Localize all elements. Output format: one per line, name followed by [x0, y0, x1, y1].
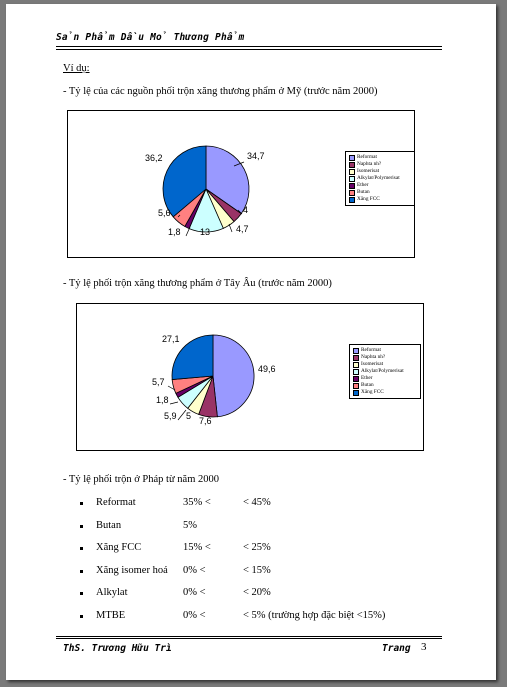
max-ratio: < 45% — [243, 497, 271, 508]
bullet-icon — [80, 592, 83, 595]
min-ratio: 35% < — [183, 497, 211, 508]
legend-swatch — [353, 355, 359, 361]
component-name: MTBE — [96, 610, 126, 621]
legend-item — [353, 354, 417, 361]
caption-france: - Tỷ lệ phối trộn ở Pháp từ năm 2000 — [63, 474, 219, 485]
max-ratio: < 20% — [243, 587, 271, 599]
min-ratio: 15% < — [183, 542, 211, 554]
min-ratio: 5% — [183, 519, 197, 531]
data-label-4: 13 — [200, 227, 211, 237]
data-label-3: 5 — [186, 411, 192, 421]
data-label-6: 5,7 — [152, 377, 165, 387]
pie-slice-1 — [213, 335, 254, 417]
legend-swatch — [353, 348, 359, 354]
page-header-title: Sản Phẩm Dầu Mỏ Thương Phẩm — [56, 32, 245, 43]
bullet-icon — [80, 547, 83, 550]
component-name: Xăng isomer hoá — [96, 564, 168, 576]
legend-swatch — [353, 390, 359, 396]
data-label-7: 27,1 — [162, 334, 180, 344]
legend-label: Xăng FCC — [361, 389, 384, 395]
bullet-icon — [80, 502, 83, 505]
legend-label: Ether — [357, 182, 369, 188]
caption-eu: - Tỷ lệ phối trộn xăng thương phẩm ở Tây Âu (trước năm 2000) — [63, 278, 332, 289]
legend-label: Reformat — [361, 347, 382, 353]
legend-swatch — [353, 369, 359, 375]
leader-line-4 — [178, 410, 186, 420]
legend-label: Butan — [357, 189, 370, 195]
example-label: Ví dụ: — [63, 63, 90, 74]
data-label-1: 34,7 — [247, 151, 265, 161]
footer-author: ThS. Trương Hữu Trì — [63, 643, 172, 654]
legend-item — [353, 375, 417, 382]
data-label-5: 1,8 — [168, 227, 181, 237]
legend-item — [353, 368, 417, 375]
legend-eu — [349, 344, 421, 399]
max-ratio: < 5% (trường hợp đặc biệt <15%) — [243, 610, 386, 621]
legend-item — [353, 389, 417, 396]
legend-item — [353, 347, 417, 354]
legend-label: Xăng FCC — [357, 196, 380, 202]
component-name: Butan — [96, 519, 122, 531]
data-label-7: 36,2 — [145, 153, 163, 163]
legend-item — [353, 382, 417, 389]
component-name: Xăng FCC — [96, 542, 142, 554]
leader-line-5 — [170, 402, 178, 404]
legend-swatch — [353, 362, 359, 368]
bullet-icon — [80, 570, 83, 573]
legend-label: Reformat — [357, 154, 378, 160]
bullet-icon — [80, 525, 83, 528]
legend-label: Butan — [361, 382, 374, 388]
min-ratio: 0% < — [183, 610, 206, 621]
footer-rule — [56, 638, 442, 639]
legend-swatch — [353, 383, 359, 389]
legend-label: Isomerisat — [361, 361, 384, 367]
data-label-3: 4,7 — [236, 224, 249, 234]
data-label-2: 7,6 — [199, 416, 212, 426]
legend-label: Alkylat/Polymerisat — [361, 368, 404, 374]
legend-label: Isomerisat — [357, 168, 380, 174]
legend-item — [353, 361, 417, 368]
footer-page-label: Trang — [382, 643, 411, 654]
component-name: Alkylat — [96, 587, 128, 599]
data-label-6: 5,6 — [158, 208, 171, 218]
legend-swatch — [353, 376, 359, 382]
data-label-1: 49,6 — [258, 364, 276, 374]
component-name: Reformat — [96, 497, 136, 508]
footer-page-number: 3 — [421, 641, 427, 653]
data-label-5: 1,8 — [156, 395, 169, 405]
min-ratio: 0% < — [183, 587, 206, 599]
legend-label: Naphta nh? — [361, 354, 386, 360]
data-label-4: 5,9 — [164, 411, 177, 421]
max-ratio: < 15% — [243, 564, 271, 576]
caption-us: - Tỷ lệ của các nguồn phối trộn xăng thương phẩm ở Mỹ (trước năm 2000) — [63, 86, 378, 97]
legend-label: Ether — [361, 375, 373, 381]
legend-label: Alkylat/Polymerisat — [357, 175, 400, 181]
footer-rule-thin — [56, 636, 442, 637]
max-ratio: < 25% — [243, 542, 271, 554]
legend-label: Naphta nh? — [357, 161, 382, 167]
data-label-2: 4 — [243, 205, 249, 215]
bullet-icon — [80, 615, 83, 618]
min-ratio: 0% < — [183, 564, 206, 576]
